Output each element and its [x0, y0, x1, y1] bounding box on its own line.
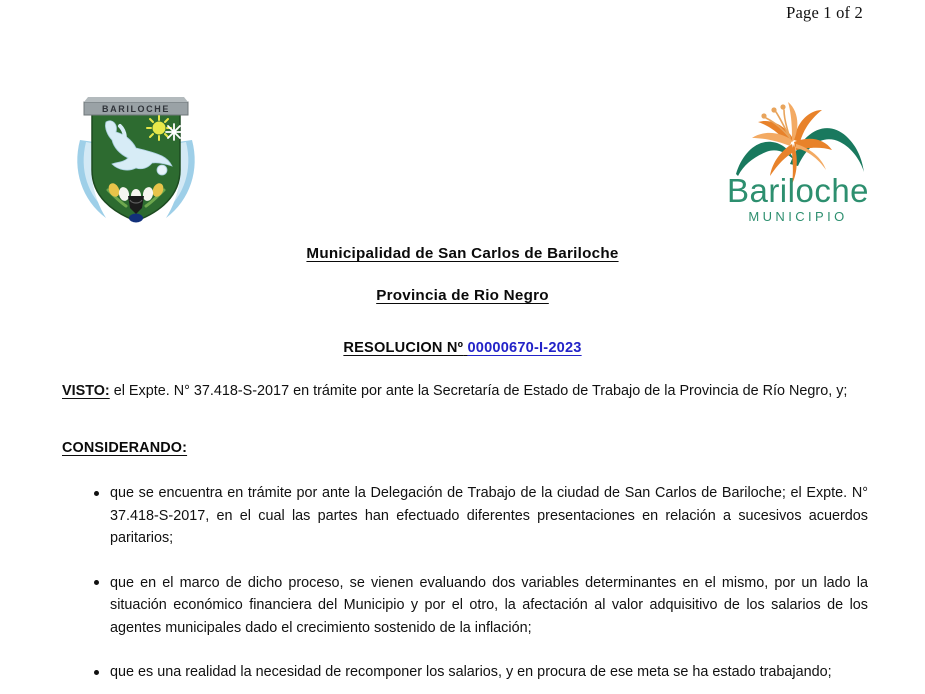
resolution-label: RESOLUCION Nº	[343, 340, 464, 356]
list-item-text: que se encuentra en trámite por ante la Delegación de Trabajo de la ciudad de San Carlos de Bariloche; el Expte. N° 37.418-S-2017, en el cual las partes han efectuado diferentes presentaciones en relación a sucesivos acuerdos paritarios;	[110, 485, 868, 546]
resolution-heading	[0, 340, 925, 356]
document-title-block	[0, 244, 925, 306]
bullet-dot-icon	[94, 491, 99, 496]
page-title-text: Municipalidad de San Carlos de Bariloche	[306, 245, 619, 262]
crest-banner-text: BARILOCHE	[102, 104, 170, 114]
visto-label: VISTO:	[62, 383, 110, 399]
list-item-text: que en el marco de dicho proceso, se vienen evaluando dos variables determinantes en el mismo, por un lado la situación económico financiera del Municipio y por el otro, la afectación al valor adquisitivo de los salarios de los agentes municipales dado el crecimiento sostenido de la inflación;	[110, 574, 868, 636]
list-item-text: que es una realidad la necesidad de recomponer los salarios, y en procura de ese meta se ha estado trabajando;	[110, 664, 832, 680]
resolution-number-link[interactable]: 00000670-I-2023	[467, 340, 582, 356]
visto-text: el Expte. N° 37.418-S-2017 en trámite por ante la Secretaría de Estado de Trabajo de la Provincia de Río Negro, y;	[109, 383, 848, 399]
page-number-indicator: Page 1 of 2	[786, 3, 863, 22]
visto-block	[62, 380, 868, 403]
municipio-wordmark-text: Bariloche	[726, 172, 870, 209]
page-title	[0, 244, 925, 264]
considerando-heading: CONSIDERANDO:	[62, 440, 188, 456]
list-item	[62, 661, 868, 684]
bullet-dot-icon	[94, 670, 99, 675]
list-item	[62, 482, 868, 550]
page-subtitle-text: Provincia de Rio Negro	[376, 287, 549, 304]
list-item	[62, 572, 868, 640]
visto-paragraph	[62, 380, 868, 403]
considerando-bullet-list	[62, 482, 868, 684]
coat-of-arms-icon	[62, 78, 210, 226]
letterhead-logos	[0, 78, 925, 228]
municipio-subtitle-text: MUNICIPIO	[748, 209, 848, 224]
bullet-dot-icon	[94, 580, 99, 585]
page-header	[0, 0, 925, 32]
municipio-logo-icon	[712, 82, 884, 226]
page-subtitle	[0, 286, 925, 306]
